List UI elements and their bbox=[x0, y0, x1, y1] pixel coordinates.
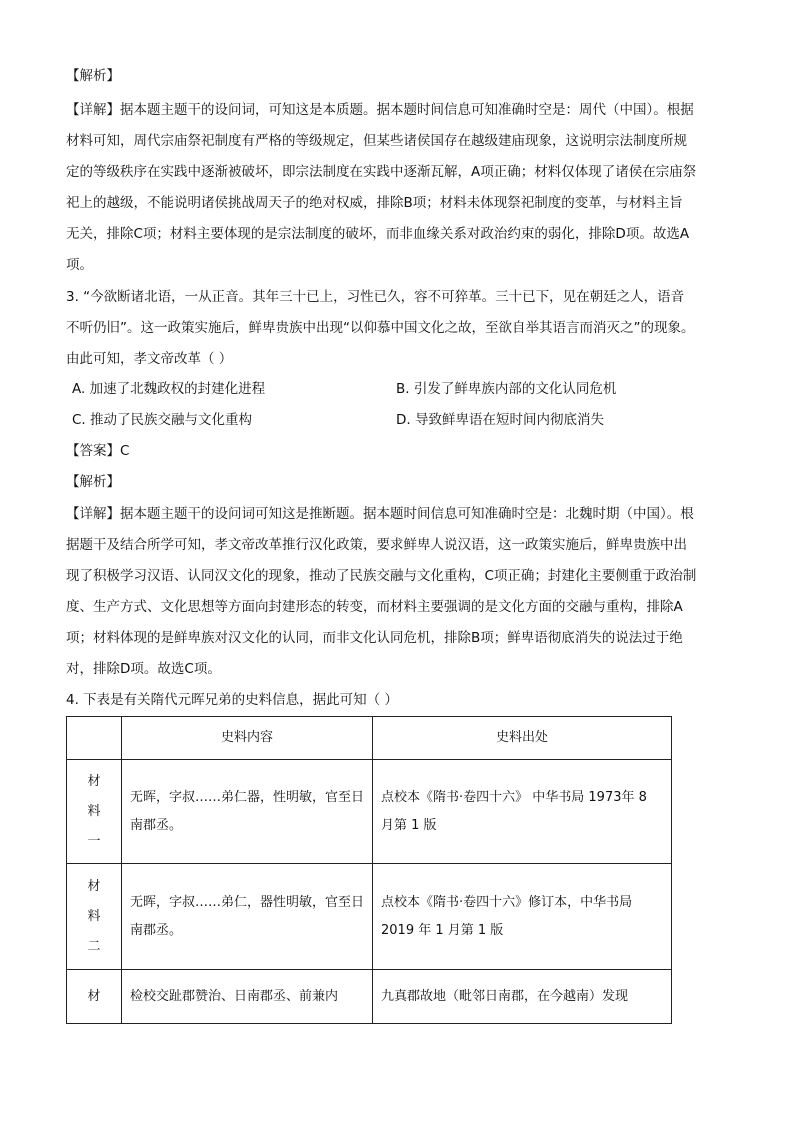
row-label: 材料一 bbox=[67, 760, 122, 864]
table-header-label bbox=[67, 717, 122, 760]
q3-detail-line-2: 据题干及结合所学可知，孝文帝改革推行汉化政策，要求鲜卑人说汉语，这一政策实施后，鲜卑贵族中出 bbox=[66, 537, 687, 553]
row-source: 点校本《隋书·卷四十六》修订本，中华书局 2019 年 1 月第 1 版 bbox=[373, 864, 672, 970]
q3-detail-line-5: 项；材料体现的是鲜卑族对汉文化的认同，而非文化认同危机，排除B项；鲜卑语彻底消失的说法过于绝 bbox=[66, 630, 683, 646]
q3-detail-line-6: 对，排除D项。故选C项。 bbox=[66, 661, 221, 677]
q2-detail-line-3: 定的等级秩序在实践中逐渐被破坏，即宗法制度在实践中逐渐瓦解，A项正确；材料仅体现了诸侯在宗庙祭 bbox=[66, 164, 697, 180]
q3-option-c: C. 推动了民族交融与文化重构 bbox=[72, 412, 253, 428]
q3-stem-line-2: 不听仍旧”。这一政策实施后，鲜卑贵族中出现“以仰慕中国文化之故，至欲自举其语言而消灭之”的现象。 bbox=[66, 320, 695, 336]
q3-option-d: D. 导致鲜卑语在短时间内彻底消失 bbox=[396, 412, 604, 428]
analysis-tag: 【解析】 bbox=[66, 68, 120, 84]
row-content: 无晖，字叔……弟仁器，性明敏，官至日南郡丞。 bbox=[122, 760, 373, 864]
q3-stem-line-3: 由此可知，孝文帝改革（ ） bbox=[66, 351, 233, 367]
q3-detail-line-3: 现了积极学习汉语、认同汉文化的现象，推动了民族交融与文化重构，C项正确；封建化主要侧重于政治制 bbox=[66, 568, 697, 584]
source-table bbox=[66, 716, 672, 1024]
table-header-source: 史料出处 bbox=[373, 717, 672, 760]
q3-detail-line-4: 度、生产方式、文化思想等方面向封建形态的转变，而材料主要强调的是文化方面的交融与重构，排除A bbox=[66, 599, 683, 615]
table-row bbox=[67, 760, 672, 864]
q3-analysis-tag: 【解析】 bbox=[66, 474, 120, 490]
q2-detail-line-5: 无关，排除C项；材料主要体现的是宗法制度的破坏，而非血缘关系对政治约束的弱化，排除D项。故选A bbox=[66, 226, 690, 242]
q3-stem-line-1: 3. “今欲断诸北语，一从正音。其年三十已上，习性已久，容不可猝革。三十已下，见在朝廷之人，语音 bbox=[66, 289, 685, 305]
table-row bbox=[67, 864, 672, 970]
table-row bbox=[67, 970, 672, 1024]
row-source: 九真郡故地（毗邻日南郡，在今越南）发现 bbox=[373, 970, 672, 1024]
row-content: 检校交趾郡赞治、日南郡丞、前兼内 bbox=[122, 970, 373, 1024]
row-content: 无晖，字叔……弟仁，器性明敏，官至日南郡丞。 bbox=[122, 864, 373, 970]
row-label: 材料二 bbox=[67, 864, 122, 970]
row-label: 材 bbox=[67, 970, 122, 1024]
q2-detail-line-1: 【详解】据本题主题干的设问词，可知这是本质题。据本题时间信息可知准确时空是：周代（中国）。根据 bbox=[66, 102, 694, 118]
table-header-row bbox=[67, 717, 672, 760]
q2-detail-line-6: 项。 bbox=[66, 257, 93, 273]
q2-detail-line-4: 祀上的越级，不能说明诸侯挑战周天子的绝对权威，排除B项；材料未体现祭祀制度的变革，与材料主旨 bbox=[66, 195, 683, 211]
q4-stem: 4. 下表是有关隋代元晖兄弟的史料信息，据此可知（ ） bbox=[66, 692, 398, 708]
q3-detail-line-1: 【详解】据本题主题干的设问词可知这是推断题。据本题时间信息可知准确时空是：北魏时期（中国）。根 bbox=[66, 506, 694, 522]
q2-detail-line-2: 材料可知，周代宗庙祭祀制度有严格的等级规定，但某些诸侯国存在越级建庙现象，这说明宗法制度所规 bbox=[66, 133, 687, 149]
q3-option-b: B. 引发了鲜卑族内部的文化认同危机 bbox=[396, 381, 617, 397]
q3-answer: 【答案】C bbox=[66, 443, 130, 459]
row-source: 点校本《隋书·卷四十六》 中华书局 1973年 8 月第 1 版 bbox=[373, 760, 672, 864]
q3-option-a: A. 加速了北魏政权的封建化进程 bbox=[72, 381, 266, 397]
table-header-content: 史料内容 bbox=[122, 717, 373, 760]
